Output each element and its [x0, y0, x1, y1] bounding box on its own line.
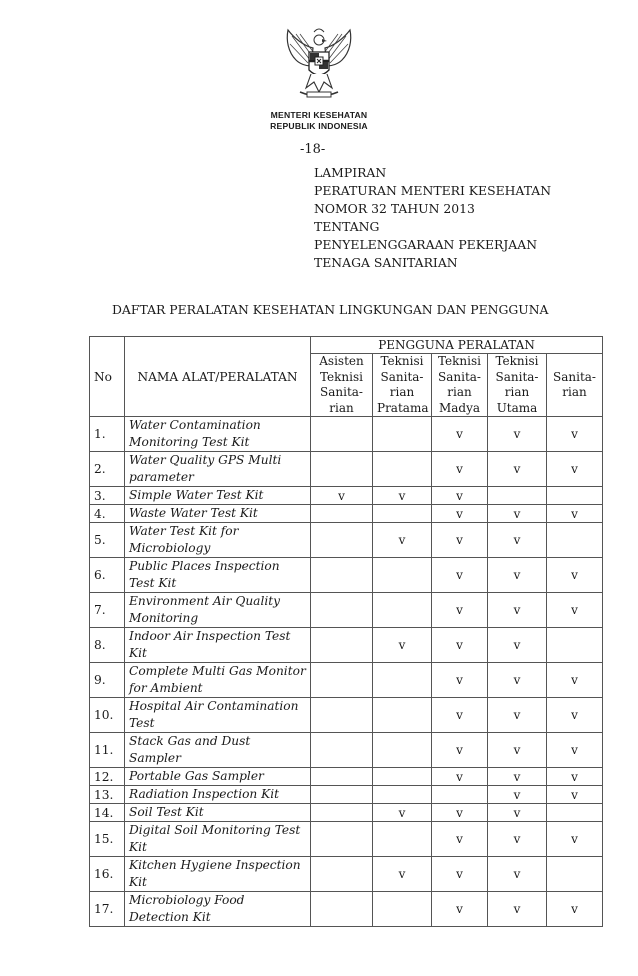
equipment-name: [125, 822, 311, 857]
row-number: 10.: [90, 698, 125, 733]
user-check-cell: [373, 786, 432, 804]
user-check-cell: v: [432, 804, 488, 822]
header-line: PENYELENGGARAAN PEKERJAAN: [314, 237, 538, 252]
user-check-cell: v: [488, 857, 547, 892]
row-number: 3.: [90, 487, 125, 505]
ministry-letterhead: [250, 110, 388, 132]
equipment-name: [125, 804, 311, 822]
user-check-cell: v: [488, 733, 547, 768]
user-check-cell: [311, 558, 373, 593]
role-line: rian: [329, 400, 354, 415]
equipment-name-line: Digital Soil Monitoring Test: [129, 823, 301, 837]
table-row: [90, 768, 603, 786]
user-check-cell: [311, 892, 373, 927]
row-number: 16.: [90, 857, 125, 892]
user-check-cell: [311, 768, 373, 786]
equipment-name: [125, 768, 311, 786]
user-check-cell: v: [547, 558, 603, 593]
user-check-cell: [311, 523, 373, 558]
user-check-cell: [311, 822, 373, 857]
row-number: 17.: [90, 892, 125, 927]
user-check-cell: v: [488, 417, 547, 452]
garuda-emblem-icon: [280, 26, 358, 104]
user-check-cell: v: [547, 768, 603, 786]
user-check-cell: v: [547, 452, 603, 487]
user-check-cell: v: [373, 628, 432, 663]
row-number: 12.: [90, 768, 125, 786]
row-number: 2.: [90, 452, 125, 487]
equipment-name: [125, 786, 311, 804]
row-number: 6.: [90, 558, 125, 593]
row-number: 4.: [90, 505, 125, 523]
equipment-name: [125, 663, 311, 698]
user-check-cell: [311, 505, 373, 523]
equipment-name-line: Microbiology: [129, 541, 211, 555]
equipment-name-line: Detection Kit: [129, 910, 211, 924]
role-line: Teknisi: [437, 354, 481, 368]
user-check-cell: v: [547, 786, 603, 804]
role-line: Utama: [496, 400, 538, 415]
user-check-cell: [432, 786, 488, 804]
column-header-role: [311, 354, 373, 417]
role-line: rian: [504, 385, 530, 399]
role-line: Sanita-: [495, 369, 539, 384]
equipment-name-line: Water Quality GPS Multi: [129, 453, 282, 467]
table-row: [90, 452, 603, 487]
user-check-cell: [311, 452, 373, 487]
row-number: 13.: [90, 786, 125, 804]
role-line: Teknisi: [495, 354, 539, 368]
equipment-name: [125, 452, 311, 487]
table-row: [90, 417, 603, 452]
equipment-name: [125, 523, 311, 558]
table-row: [90, 804, 603, 822]
user-check-cell: [373, 417, 432, 452]
user-check-cell: [547, 857, 603, 892]
row-number: 9.: [90, 663, 125, 698]
user-check-cell: [547, 487, 603, 505]
header-line: TENAGA SANITARIAN: [314, 255, 458, 270]
equipment-name-line: Public Places Inspection: [129, 559, 280, 573]
row-number: 11.: [90, 733, 125, 768]
equipment-name-line: Test: [129, 716, 155, 730]
row-number: 5.: [90, 523, 125, 558]
equipment-name-line: Kitchen Hygiene Inspection: [129, 858, 301, 872]
equipment-name-line: Complete Multi Gas Monitor: [129, 664, 306, 678]
equipment-name: [125, 857, 311, 892]
equipment-name-line: Hospital Air Contamination: [129, 699, 299, 713]
role-line: rian: [389, 385, 415, 399]
user-check-cell: [373, 663, 432, 698]
equipment-name-line: Microbiology Food: [129, 893, 245, 907]
user-check-cell: v: [488, 822, 547, 857]
role-line: Asisten: [319, 354, 364, 368]
equipment-name: [125, 593, 311, 628]
row-number: 1.: [90, 417, 125, 452]
user-check-cell: v: [547, 505, 603, 523]
document-title: DAFTAR PERALATAN KESEHATAN LINGKUNGAN DAN PENGGUNA: [112, 302, 549, 317]
user-check-cell: [373, 505, 432, 523]
user-check-cell: v: [432, 768, 488, 786]
equipment-name-line: Test Kit: [129, 576, 177, 590]
row-number: 8.: [90, 628, 125, 663]
column-header-role: [547, 354, 603, 417]
role-line: rian: [562, 385, 587, 399]
equipment-name: [125, 733, 311, 768]
user-check-cell: [547, 804, 603, 822]
user-check-cell: [311, 663, 373, 698]
user-check-cell: v: [432, 523, 488, 558]
user-check-cell: v: [488, 523, 547, 558]
user-check-cell: v: [432, 452, 488, 487]
user-check-cell: v: [432, 628, 488, 663]
equipment-name-line: Stack Gas and Dust Sampler: [129, 734, 251, 765]
user-check-cell: v: [488, 804, 547, 822]
equipment-name-line: Monitoring Test Kit: [129, 435, 250, 449]
equipment-name-line: Waste Water Test Kit: [129, 506, 258, 520]
user-check-cell: v: [373, 857, 432, 892]
equipment-name-line: Kit: [129, 840, 147, 854]
user-check-cell: [311, 786, 373, 804]
equipment-name: [125, 892, 311, 927]
letterhead-line2: REPUBLIK INDONESIA: [270, 121, 368, 131]
user-check-cell: [311, 857, 373, 892]
user-check-cell: v: [432, 892, 488, 927]
table-row: [90, 487, 603, 505]
user-check-cell: v: [547, 892, 603, 927]
equipment-name-line: Simple Water Test Kit: [129, 488, 264, 502]
equipment-table: [89, 336, 603, 927]
user-check-cell: [311, 628, 373, 663]
user-check-cell: [311, 593, 373, 628]
equipment-name: [125, 558, 311, 593]
user-check-cell: v: [488, 786, 547, 804]
table-row: [90, 822, 603, 857]
equipment-name-line: for Ambient: [129, 681, 203, 695]
equipment-name-line: Water Contamination: [129, 418, 261, 432]
user-check-cell: v: [547, 822, 603, 857]
equipment-name-line: Water Test Kit for: [129, 524, 239, 538]
table-row: [90, 786, 603, 804]
equipment-name: [125, 505, 311, 523]
header-line: NOMOR 32 TAHUN 2013: [314, 201, 475, 216]
equipment-name: [125, 417, 311, 452]
row-number: 7.: [90, 593, 125, 628]
table-row: [90, 593, 603, 628]
user-check-cell: v: [488, 558, 547, 593]
role-line: Sanita-: [438, 369, 481, 384]
column-header-name: NAMA ALAT/PERALATAN: [125, 337, 311, 417]
user-check-cell: v: [547, 698, 603, 733]
equipment-name: [125, 628, 311, 663]
table-row: [90, 558, 603, 593]
user-check-cell: v: [547, 733, 603, 768]
user-check-cell: v: [488, 892, 547, 927]
user-check-cell: v: [547, 663, 603, 698]
user-check-cell: [373, 733, 432, 768]
user-check-cell: v: [488, 698, 547, 733]
role-line: Madya: [438, 400, 481, 415]
user-check-cell: [373, 892, 432, 927]
row-number: 14.: [90, 804, 125, 822]
user-check-cell: v: [547, 417, 603, 452]
user-check-cell: v: [432, 558, 488, 593]
role-line: Teknisi: [380, 354, 424, 368]
user-check-cell: [373, 558, 432, 593]
user-check-cell: [373, 822, 432, 857]
regulation-header: [314, 164, 551, 272]
equipment-name-line: Environment Air Quality: [129, 594, 281, 608]
user-check-cell: [373, 698, 432, 733]
equipment-name-line: Kit: [129, 875, 147, 889]
page-number: -18-: [300, 142, 326, 157]
header-line: PERATURAN MENTERI KESEHATAN: [314, 183, 552, 198]
role-line: Teknisi: [319, 369, 363, 384]
table-row: [90, 733, 603, 768]
user-check-cell: v: [488, 505, 547, 523]
user-check-cell: v: [432, 487, 488, 505]
table-row: [90, 523, 603, 558]
user-check-cell: v: [373, 804, 432, 822]
equipment-name: [125, 698, 311, 733]
role-line: Pratama: [377, 400, 429, 415]
user-check-cell: v: [488, 663, 547, 698]
user-check-cell: [547, 523, 603, 558]
user-check-cell: v: [432, 417, 488, 452]
table-row: [90, 892, 603, 927]
header-line: LAMPIRAN: [314, 165, 387, 180]
header-line: TENTANG: [314, 219, 380, 234]
user-check-cell: v: [432, 593, 488, 628]
user-check-cell: v: [373, 487, 432, 505]
user-check-cell: v: [432, 663, 488, 698]
user-check-cell: [311, 417, 373, 452]
equipment-name-line: parameter: [129, 470, 194, 484]
role-line: Sanita-: [320, 385, 363, 399]
user-check-cell: v: [432, 857, 488, 892]
user-check-cell: [311, 698, 373, 733]
user-check-cell: v: [432, 698, 488, 733]
column-header-no: No: [90, 337, 125, 417]
user-check-cell: v: [432, 733, 488, 768]
user-check-cell: v: [432, 505, 488, 523]
user-check-cell: [488, 487, 547, 505]
user-check-cell: [311, 804, 373, 822]
user-check-cell: v: [488, 628, 547, 663]
column-header-role: [373, 354, 432, 417]
user-check-cell: v: [547, 593, 603, 628]
table-row: [90, 505, 603, 523]
user-check-cell: v: [311, 487, 373, 505]
column-header-role: [488, 354, 547, 417]
user-check-cell: v: [432, 822, 488, 857]
row-number: 15.: [90, 822, 125, 857]
equipment-name-line: Soil Test Kit: [129, 805, 204, 819]
user-check-cell: [373, 768, 432, 786]
table-row: [90, 663, 603, 698]
table-row: [90, 857, 603, 892]
column-header-role: [432, 354, 488, 417]
table-row: [90, 698, 603, 733]
role-line: rian: [447, 385, 472, 399]
equipment-name-line: Monitoring: [129, 611, 199, 625]
role-line: Sanita-: [553, 369, 596, 384]
user-check-cell: v: [373, 523, 432, 558]
user-check-cell: v: [488, 593, 547, 628]
user-check-cell: [373, 452, 432, 487]
role-line: Sanita-: [380, 369, 424, 384]
equipment-name-line: Indoor Air Inspection Test Kit: [129, 629, 291, 660]
letterhead-line1: MENTERI KESEHATAN: [270, 110, 368, 120]
equipment-name-line: Radiation Inspection Kit: [129, 787, 280, 801]
equipment-name-line: Portable Gas Sampler: [129, 769, 264, 783]
user-check-cell: [311, 733, 373, 768]
user-check-cell: v: [488, 452, 547, 487]
user-check-cell: [547, 628, 603, 663]
user-check-cell: [373, 593, 432, 628]
equipment-name: [125, 487, 311, 505]
user-check-cell: v: [488, 768, 547, 786]
group-header-users: PENGGUNA PERALATAN: [311, 337, 603, 354]
table-row: [90, 628, 603, 663]
